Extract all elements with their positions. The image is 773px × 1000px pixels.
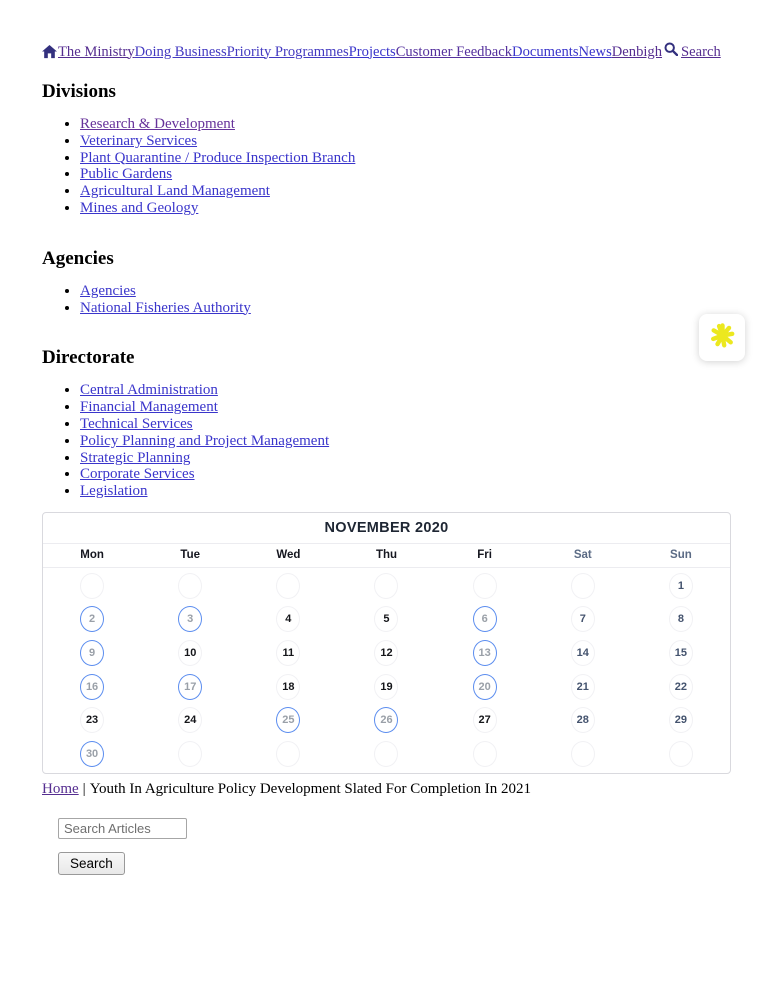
section-heading: Directorate [42, 347, 135, 369]
search-articles-button[interactable]: Search [58, 852, 125, 875]
calendar-cell [239, 703, 337, 737]
calendar-day-6[interactable]: 6 [473, 606, 497, 632]
section-link-list [42, 116, 731, 217]
list-item [80, 450, 731, 467]
calendar-cell [337, 703, 435, 737]
home-icon [42, 45, 57, 59]
calendar-empty-day [473, 741, 497, 767]
nav-link-6[interactable]: News [578, 43, 612, 60]
section-link-list [42, 382, 731, 500]
calendar-day-28: 28 [571, 707, 595, 733]
section-link[interactable]: Corporate Services [80, 466, 195, 483]
calendar-title: NOVEMBER 2020 [43, 513, 730, 544]
list-item [80, 150, 731, 167]
calendar-cell [337, 670, 435, 704]
calendar-cell [534, 670, 632, 704]
accessibility-widget-button[interactable] [699, 314, 745, 361]
section-heading: Divisions [42, 81, 116, 102]
calendar-empty-day [276, 741, 300, 767]
calendar-cell [436, 670, 534, 704]
calendar-day-8: 8 [669, 606, 693, 632]
calendar-day-4: 4 [276, 606, 300, 632]
calendar-day-5: 5 [374, 606, 398, 632]
calendar-day-21: 21 [571, 674, 595, 700]
calendar-day-18: 18 [276, 674, 300, 700]
calendar-day-10: 10 [178, 640, 202, 666]
calendar-cell [632, 703, 730, 737]
list-item [80, 133, 731, 150]
calendar-cell [43, 703, 141, 737]
calendar-empty-day [276, 573, 300, 599]
section-link[interactable]: Mines and Geology [80, 199, 199, 216]
breadcrumb-separator: | [82, 780, 86, 797]
calendar-empty-day [80, 573, 104, 599]
section-heading: Agencies [42, 247, 114, 269]
section-link[interactable]: Legislation [80, 483, 148, 500]
calendar-cell [141, 670, 239, 704]
section-link[interactable]: Policy Planning and Project Management [80, 432, 330, 449]
calendar-empty-day [374, 573, 398, 599]
calendar-day-9[interactable]: 9 [80, 640, 104, 666]
nav-link-1[interactable]: Doing Business [134, 43, 227, 60]
calendar-empty-day [571, 573, 595, 599]
calendar-empty-day [178, 741, 202, 767]
calendar-cell [436, 603, 534, 637]
calendar-day-25[interactable]: 25 [276, 707, 300, 733]
list-item [80, 116, 731, 133]
weekday-header-tue: Tue [180, 549, 200, 562]
nav-links [58, 43, 662, 61]
calendar-cell [43, 737, 141, 771]
calendar-cell [632, 569, 730, 603]
calendar-cell [43, 636, 141, 670]
calendar-day-22: 22 [669, 674, 693, 700]
list-item [80, 183, 731, 200]
calendar-cell [337, 603, 435, 637]
calendar-cell [337, 737, 435, 771]
calendar-day-20[interactable]: 20 [473, 674, 497, 700]
calendar-cell [632, 603, 730, 637]
section-link[interactable]: Veterinary Services [80, 132, 198, 149]
main-nav [42, 42, 731, 61]
nav-link-4[interactable]: Customer Feedback [395, 43, 513, 60]
weekday-header-fri: Fri [477, 549, 492, 562]
calendar-cell [534, 737, 632, 771]
calendar-cell [534, 569, 632, 603]
calendar-cell [141, 636, 239, 670]
calendar-cell [239, 636, 337, 670]
calendar-cell [534, 636, 632, 670]
search-articles-input[interactable] [58, 818, 187, 839]
weekday-header-wed: Wed [276, 549, 301, 562]
calendar-cell [141, 603, 239, 637]
calendar-weekday-header [43, 544, 730, 568]
calendar-cell [239, 737, 337, 771]
calendar-day-2[interactable]: 2 [80, 606, 104, 632]
section-link-list [42, 283, 731, 317]
calendar-cell [141, 737, 239, 771]
calendar-day-19: 19 [374, 674, 398, 700]
calendar-cell [141, 703, 239, 737]
weekday-header-sat: Sat [573, 549, 592, 562]
calendar-day-12: 12 [374, 640, 398, 666]
nav-search-link[interactable] [662, 42, 721, 61]
list-item [80, 166, 731, 183]
calendar-cell [43, 670, 141, 704]
section-link[interactable]: Central Administration [80, 382, 218, 399]
calendar-day-14: 14 [571, 640, 595, 666]
section-agencies [42, 248, 731, 317]
calendar-cell [632, 737, 730, 771]
calendar-cell [534, 703, 632, 737]
calendar-day-1: 1 [669, 573, 693, 599]
calendar-empty-day [669, 741, 693, 767]
asterisk-icon [709, 322, 736, 354]
list-item [80, 200, 731, 217]
calendar-empty-day [374, 741, 398, 767]
breadcrumb [42, 781, 731, 798]
calendar-empty-day [571, 741, 595, 767]
calendar-cell [534, 603, 632, 637]
section-link[interactable]: Agencies [80, 282, 136, 299]
article-search [58, 818, 731, 875]
weekday-header-sun: Sun [670, 549, 692, 562]
calendar-day-3[interactable]: 3 [178, 606, 202, 632]
calendar-cell [436, 737, 534, 771]
section-link[interactable]: Financial Management [80, 399, 218, 416]
nav-link-2[interactable]: Priority Programmes [226, 43, 349, 60]
calendar-day-15: 15 [669, 640, 693, 666]
calendar-day-26[interactable]: 26 [374, 707, 398, 733]
calendar-cell [632, 670, 730, 704]
section-divisions [42, 81, 731, 217]
calendar-cell [43, 603, 141, 637]
calendar-day-24: 24 [178, 707, 202, 733]
calendar-day-17[interactable]: 17 [178, 674, 202, 700]
calendar-cell [239, 670, 337, 704]
calendar-empty-day [473, 573, 497, 599]
nav-link-0[interactable]: The Ministry [58, 43, 135, 60]
calendar-cell [632, 636, 730, 670]
calendar-day-27: 27 [473, 707, 497, 733]
list-item [80, 300, 731, 317]
list-item [80, 433, 731, 450]
search-icon [664, 42, 678, 61]
list-item [80, 416, 731, 433]
breadcrumb-home-link[interactable]: Home [42, 780, 79, 797]
calendar-day-23: 23 [80, 707, 104, 733]
breadcrumb-current-title: Youth In Agriculture Policy Development Slated For Completion In 2021 [89, 780, 532, 797]
weekday-header-mon: Mon [80, 549, 104, 562]
calendar-empty-day [178, 573, 202, 599]
weekday-header-thu: Thu [375, 549, 398, 562]
nav-link-3[interactable]: Projects [348, 43, 396, 60]
section-link[interactable]: National Fisheries Authority [80, 299, 251, 316]
list-item [80, 382, 731, 399]
calendar-cell [436, 569, 534, 603]
home-link[interactable] [42, 45, 57, 59]
list-item [80, 399, 731, 416]
calendar-day-30[interactable]: 30 [80, 741, 104, 767]
calendar-cell [141, 569, 239, 603]
section-link[interactable]: Research & Development [80, 116, 235, 132]
calendar-cell [436, 703, 534, 737]
events-calendar [42, 512, 731, 774]
calendar-cell [436, 636, 534, 670]
sections-container [42, 81, 731, 500]
calendar-day-13[interactable]: 13 [473, 640, 497, 666]
calendar-cell [43, 569, 141, 603]
list-item [80, 466, 731, 483]
section-link[interactable]: Plant Quarantine / Produce Inspection Branch [80, 149, 356, 166]
nav-search-label: Search [681, 43, 721, 60]
section-link[interactable]: Agricultural Land Management [80, 183, 270, 200]
section-link[interactable]: Strategic Planning [80, 449, 191, 466]
calendar-day-16[interactable]: 16 [80, 674, 104, 700]
section-link[interactable]: Technical Services [80, 415, 193, 432]
list-item [80, 283, 731, 300]
calendar-day-7: 7 [571, 606, 595, 632]
section-link[interactable]: Public Gardens [80, 166, 173, 183]
calendar-day-29: 29 [669, 707, 693, 733]
calendar-cell [337, 636, 435, 670]
calendar-cell [337, 569, 435, 603]
section-directorate [42, 347, 731, 500]
calendar-cell [239, 603, 337, 637]
nav-link-7[interactable]: Denbigh [611, 43, 663, 60]
calendar-day-11: 11 [276, 640, 300, 666]
list-item [80, 483, 731, 500]
asterisk-icon-svg [709, 322, 736, 349]
calendar-cell [239, 569, 337, 603]
calendar-grid [43, 568, 730, 773]
nav-link-5[interactable]: Documents [512, 43, 579, 60]
